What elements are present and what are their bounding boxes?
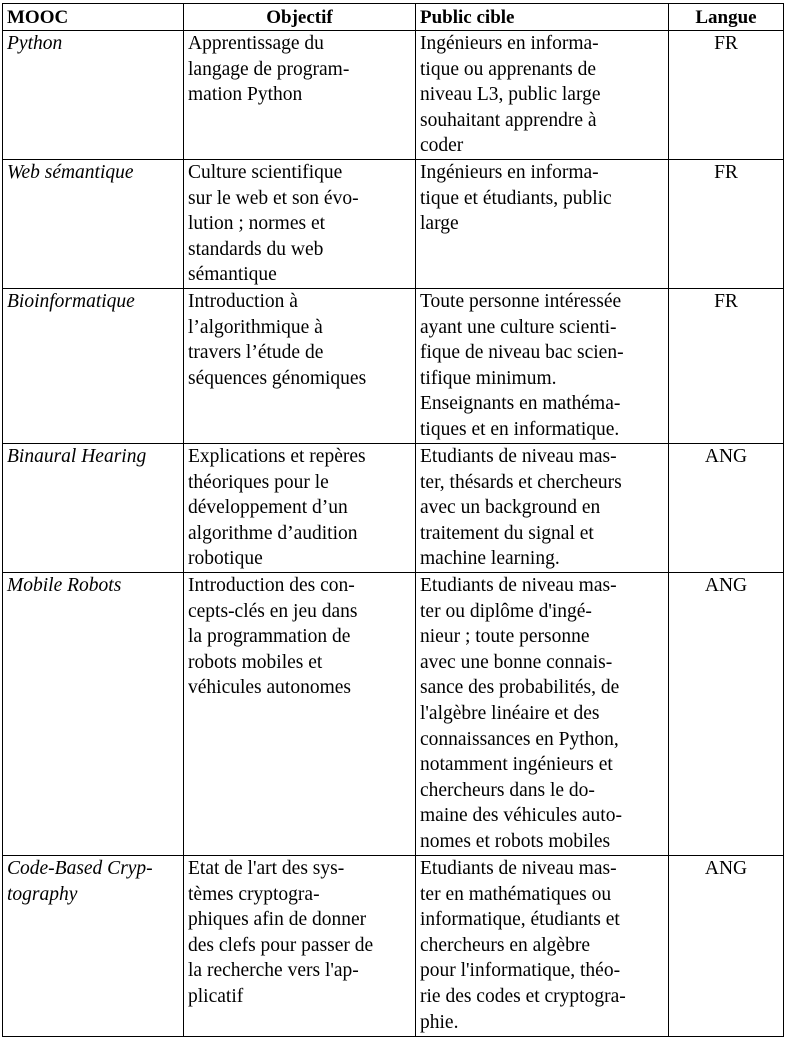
table-row <box>3 444 784 573</box>
objectif-cell: Apprentissage du langage de program- mation Python <box>184 31 416 160</box>
langue-cell: ANG <box>669 444 784 573</box>
header-langue: Langue <box>669 4 784 31</box>
mooc-name-cell: Web sémantique <box>3 160 184 289</box>
table-row <box>3 31 784 160</box>
objectif-cell: Introduction à l’algorithmique à travers l’étude de séquences génomiques <box>184 289 416 444</box>
mooc-name-cell: Python <box>3 31 184 160</box>
objectif-cell: Etat de l'art des sys- tèmes cryptogra- phiques afin de donner des clefs pour passer de la recherche vers l'ap- plicatif <box>184 856 416 1037</box>
langue-cell: FR <box>669 160 784 289</box>
header-mooc: MOOC <box>3 4 184 31</box>
langue-cell: ANG <box>669 856 784 1037</box>
mooc-name-cell: Code-Based Cryp- tography <box>3 856 184 1037</box>
public-cible-cell: Toute personne intéressée ayant une culture scienti- fique de niveau bac scien- tifique minimum. Enseignants en mathéma- tiques et en informatique. <box>416 289 669 444</box>
langue-cell: FR <box>669 289 784 444</box>
public-cible-cell: Etudiants de niveau mas- ter ou diplôme d'ingé- nieur ; toute personne avec une bonne connais- sance des probabilités, de l'algèbre linéaire et des connaissances en Python, notamment ingénieurs et chercheurs dans le do- maine des véhicules auto- nomes et robots mobiles <box>416 573 669 856</box>
langue-cell: ANG <box>669 573 784 856</box>
public-cible-cell: Etudiants de niveau mas- ter en mathématiques ou informatique, étudiants et chercheurs en algèbre pour l'informatique, théo- rie des codes et cryptogra- phie. <box>416 856 669 1037</box>
header-objectif: Objectif <box>184 4 416 31</box>
public-cible-cell: Etudiants de niveau mas- ter, thésards et chercheurs avec un background en traitement du signal et machine learning. <box>416 444 669 573</box>
objectif-cell: Explications et repères théoriques pour le développement d’un algorithme d’audition robotique <box>184 444 416 573</box>
table-row <box>3 856 784 1037</box>
mooc-table <box>2 3 784 1037</box>
mooc-name-cell: Binaural Hearing <box>3 444 184 573</box>
mooc-name-cell: Mobile Robots <box>3 573 184 856</box>
public-cible-cell: Ingénieurs en informa- tique et étudiants, public large <box>416 160 669 289</box>
public-cible-cell: Ingénieurs en informa- tique ou apprenants de niveau L3, public large souhaitant apprendre à coder <box>416 31 669 160</box>
objectif-cell: Culture scientifique sur le web et son évo- lution ; normes et standards du web sémantique <box>184 160 416 289</box>
langue-cell: FR <box>669 31 784 160</box>
table-row <box>3 289 784 444</box>
header-row <box>3 4 784 31</box>
table-row <box>3 573 784 856</box>
table-row <box>3 160 784 289</box>
header-public-cible: Public cible <box>416 4 669 31</box>
objectif-cell: Introduction des con- cepts-clés en jeu dans la programmation de robots mobiles et véhicules autonomes <box>184 573 416 856</box>
mooc-name-cell: Bioinformatique <box>3 289 184 444</box>
